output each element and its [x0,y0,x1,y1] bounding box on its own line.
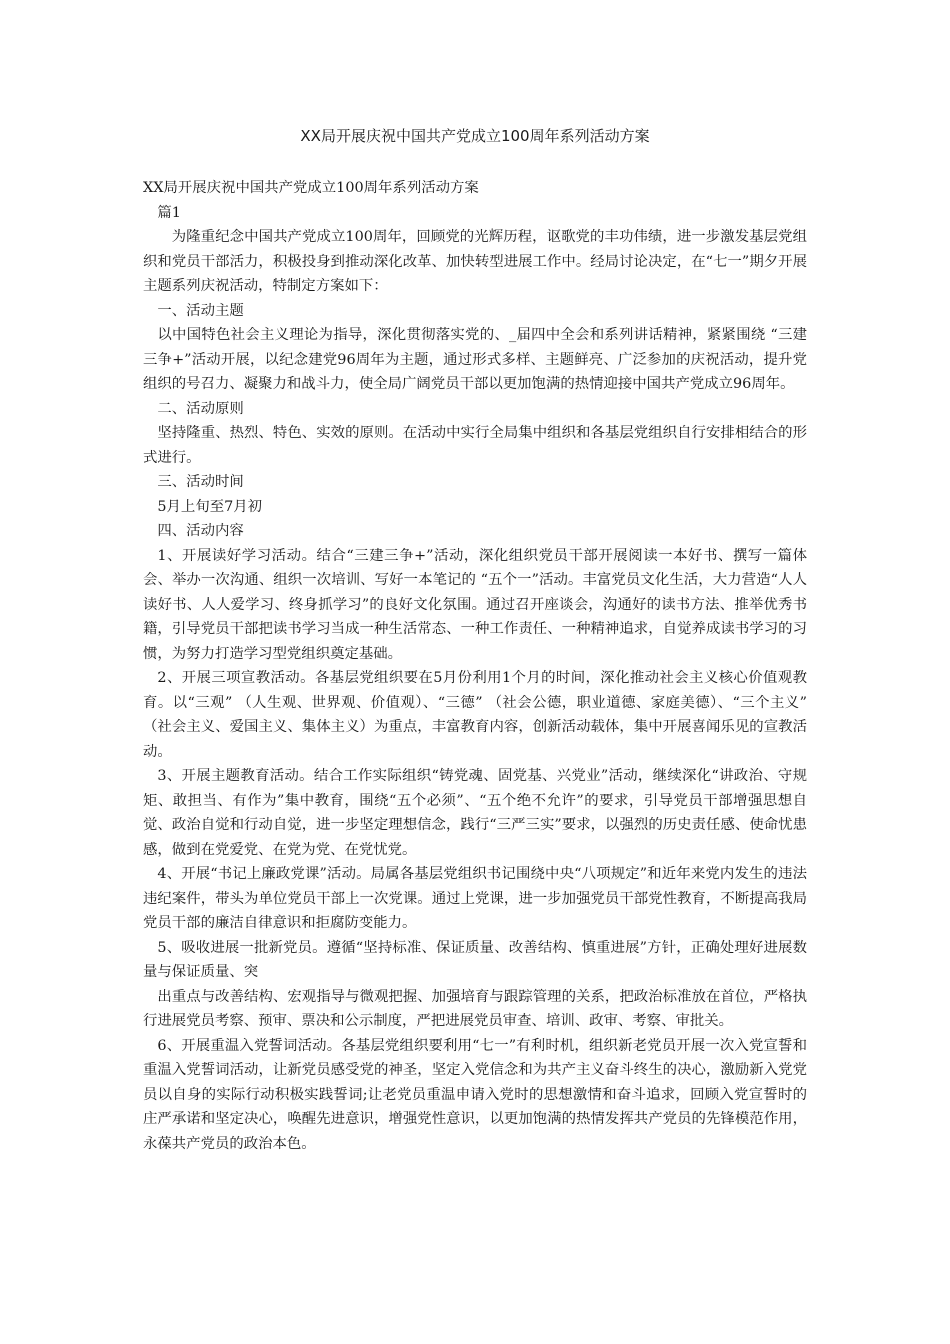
section-label-part1: 篇1 [157,204,181,221]
document-title: XX局开展庆祝中国共产党成立100周年系列活动方案 [300,127,650,145]
paragraph-item-5-continued: 出重点与改善结构、宏观指导与微观把握、加强培育与跟踪管理的关系，把政治标准放在首位，严格执行进展党员考察、预审、票决和公示制度，严把进展党员审查、培训、政审、考察、审批关。 [143,988,807,1029]
paragraph-item-6: 6、开展重温入党誓词活动。各基层党组织要利用“七一”有利时机，组织新老党员开展一次入党宣誓和重温入党誓词活动，让新党员感受党的神圣，坚定入党信念和为共产主义奋斗终生的决心，激励新入党党员以自身的实际行动积极实践誓词;让老党员重温申请入党时的思想激情和奋斗追求，回顾入党宣誓时的庄严承诺和坚定决心，唤醒先进意识，增强党性意识，以更加饱满的热情发挥共产党员的先锋模范作用，永葆共产党员的政治本色。 [143,1037,807,1152]
heading-principle: 二、活动原则 [157,400,244,417]
paragraph-intro: 为隆重纪念中国共产党成立100周年，回顾党的光辉历程，讴歌党的丰功伟绩，进一步激发基层党组织和党员干部活力，积极投身到推动深化改革、加快转型进展工作中。经局讨论决定，在“七一”期夕开展主题系列庆祝活动，特制定方案如下： [143,229,807,294]
document-body [143,176,807,1156]
paragraph-principle: 坚持隆重、热烈、特色、实效的原则。在活动中实行全局集中组织和各基层党组织自行安排相结合的形式进行。 [143,425,807,466]
paragraph-time: 5月上旬至7月初 [157,498,263,515]
heading-theme: 一、活动主题 [157,302,244,319]
paragraph-item-4: 4、开展“书记上廉政党课”活动。局属各基层党组织书记围绕中央“八项规定”和近年来党内发生的违法违纪案件，带头为单位党员干部上一次党课。通过上党课，进一步加强党员干部党性教育，不断提高我局党员干部的廉洁自律意识和拒腐防变能力。 [143,866,807,931]
paragraph-item-2: 2、开展三项宣教活动。各基层党组织要在5月份利用1个月的时间，深化推动社会主义核心价值观教育。以“三观” （人生观、世界观、价值观）、“三德” （社会公德，职业道德、家庭美德）、“三个主义” （社会主义、爱国主义、集体主义）为重点，丰富教育内容，创新活动载体，集中开展喜闻乐见的宣教活动。 [143,670,807,760]
heading-time: 三、活动时间 [157,474,244,490]
paragraph-item-1: 1、开展读好学习活动。结合“三建三争+”活动，深化组织党员干部开展阅读一本好书、撰写一篇体会、举办一次沟通、组织一次培训、写好一本笔记的 “五个一”活动。丰富党员文化生活，大力营造“人人读好书、人人爱学习、终身抓学习”的良好文化氛围。通过召开座谈会，沟通好的读书方法、推举优秀书籍，引导党员干部把读书学习当成一种生活常态、一种工作责任、一种精神追求，自觉养成读书学习的习惯，为努力打造学习型党组织奠定基础。 [143,547,807,662]
paragraph-item-3: 3、开展主题教育活动。结合工作实际组织“铸党魂、固党基、兴党业”活动，继续深化“讲政治、守规矩、敢担当、有作为”集中教育，围绕“五个必须”、“五个绝不允许”的要求，引导党员干部增强思想自觉、政治自觉和行动自觉，进一步坚定理想信念，践行“三严三实”要求，以强烈的历史责任感、使命忧患感，做到在党爱党、在党为党、在党忧党。 [143,768,807,858]
document-subtitle: XX局开展庆祝中国共产党成立100周年系列活动方案 [143,180,479,196]
paragraph-theme: 以中国特色社会主义理论为指导，深化贯彻落实党的、_届四中全会和系列讲话精神，紧紧围绕 “三建三争+”活动开展，以纪念建党96周年为主题，通过形式多样、主题鲜亮、广泛参加的庆祝活动，提升党组织的号召力、凝聚力和战斗力，使全局广阔党员干部以更加饱满的热情迎接中国共产党成立96周年。 [143,327,807,392]
paragraph-item-5: 5、吸收进展一批新党员。遵循“坚持标准、保证质量、改善结构、慎重进展”方针，正确处理好进展数量与保证质量、突 [143,939,807,980]
heading-content: 四、活动内容 [157,523,244,539]
